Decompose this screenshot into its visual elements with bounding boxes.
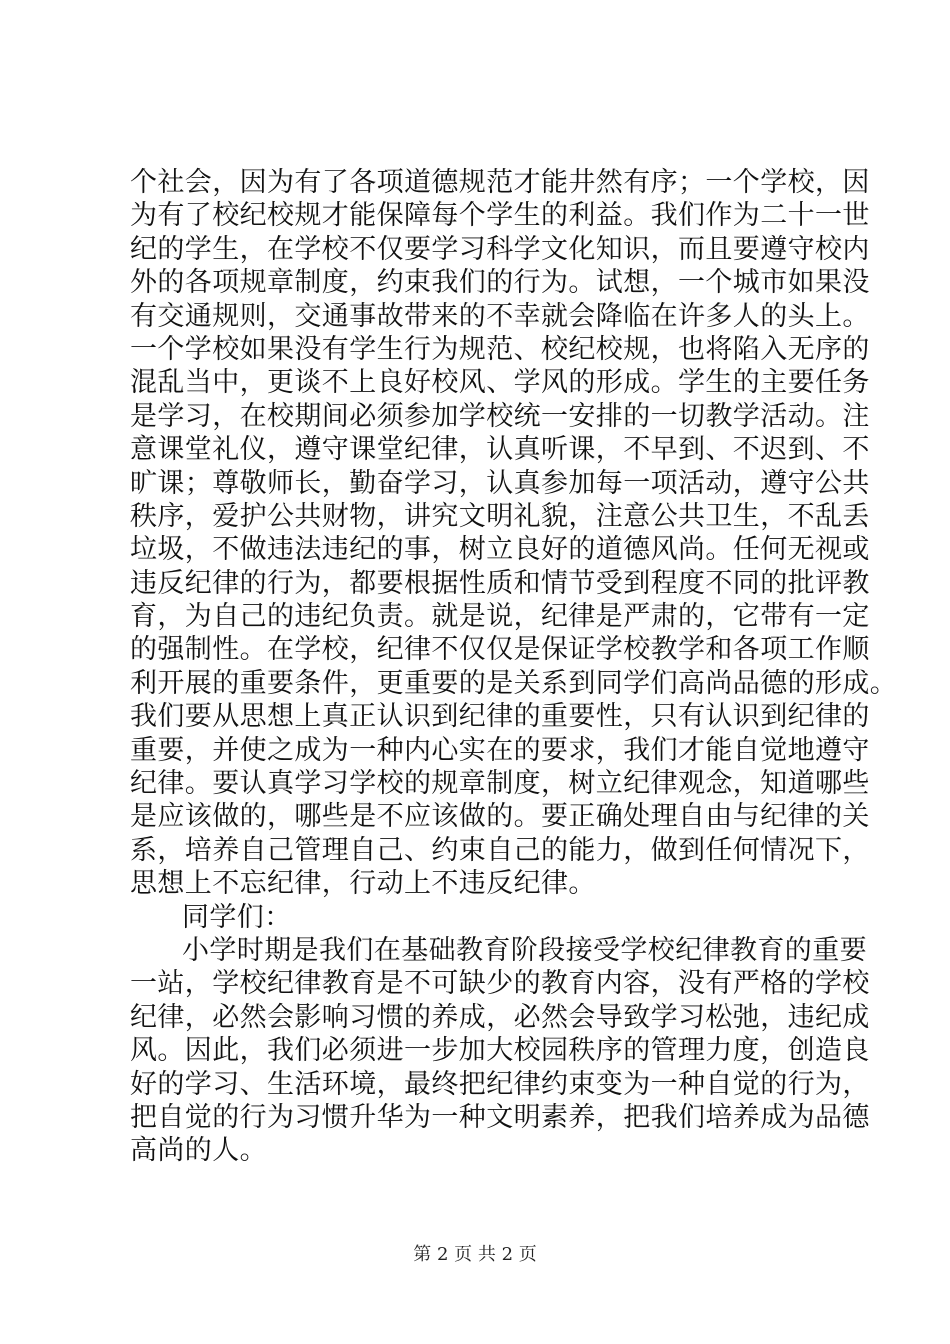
text-line: 高尚的人。 [130,1135,267,1167]
text-line: 个社会，因为有了各项道德规范才能井然有序；一个学校，因 [130,167,870,198]
text-line: 我们要从思想上真正认识到纪律的重要性，只有认识到纪律的 [130,701,870,733]
text-line: 违反纪律的行为，都要根据性质和情节受到程度不同的批评教 [130,567,870,599]
text-line: 混乱当中，更谈不上良好校风、学风的形成。学生的主要任务 [130,367,870,399]
text-line: 系，培养自己管理自己、约束自己的能力，做到任何情况下， [130,834,870,866]
page-footer [0,1244,950,1266]
text-line: 外的各项规章制度，约束我们的行为。试想，一个城市如果没 [130,267,870,299]
text-line: 一站，学校纪律教育是不可缺少的教育内容，没有严格的学校 [130,968,870,1000]
text-line: 风。因此，我们必须进一步加大校园秩序的管理力度，创造良 [130,1035,870,1067]
salutation: 同学们： [182,901,292,933]
text-line: 为有了校纪校规才能保障每个学生的利益。我们作为二十一世 [130,200,870,232]
paragraph-2 [130,934,870,1168]
text-line: 是应该做的，哪些是不应该做的。要正确处理自由与纪律的关 [130,801,870,833]
text-line: 利开展的重要条件，更重要的是关系到同学们高尚品德的形成。 [130,667,898,699]
text-line: 小学时期是我们在基础教育阶段接受学校纪律教育的重要 [182,934,867,966]
text-line: 有交通规则，交通事故带来的不幸就会降临在许多人的头上。 [130,300,870,332]
text-line: 把自觉的行为习惯升华为一种文明素养，把我们培养成为品德 [130,1101,870,1133]
page-indicator: 第 2 页 共 2 页 [413,1244,537,1265]
text-line: 的强制性。在学校，纪律不仅仅是保证学校教学和各项工作顺 [130,634,870,666]
text-line: 纪律。要认真学习学校的规章制度，树立纪律观念，知道哪些 [130,768,870,800]
text-line: 一个学校如果没有学生行为规范、校纪校规，也将陷入无序的 [130,333,870,365]
text-line: 意课堂礼仪，遵守课堂纪律，认真听课，不早到、不迟到、不 [130,434,870,466]
text-line: 是学习，在校期间必须参加学校统一安排的一切教学活动。注 [130,400,870,432]
text-line: 重要，并使之成为一种内心实在的要求，我们才能自觉地遵守 [130,734,870,766]
paragraph-1 [130,166,898,901]
text-line: 旷课；尊敬师长，勤奋学习，认真参加每一项活动，遵守公共 [130,467,870,499]
text-line: 好的学习、生活环境，最终把纪律约束变为一种自觉的行为， [130,1068,870,1100]
text-line: 思想上不忘纪律，行动上不违反纪律。 [130,868,596,900]
text-line: 育，为自己的违纪负责。就是说，纪律是严肃的，它带有一定 [130,601,870,633]
text-line: 纪律，必然会影响习惯的养成，必然会导致学习松弛，违纪成 [130,1001,870,1033]
text-line: 垃圾，不做违法违纪的事，树立良好的道德风尚。任何无视或 [130,534,870,566]
text-line: 秩序，爱护公共财物，讲究文明礼貌，注意公共卫生，不乱丢 [130,500,870,532]
text-line: 纪的学生，在学校不仅要学习科学文化知识，而且要遵守校内 [130,233,870,265]
document-body [130,166,898,1168]
